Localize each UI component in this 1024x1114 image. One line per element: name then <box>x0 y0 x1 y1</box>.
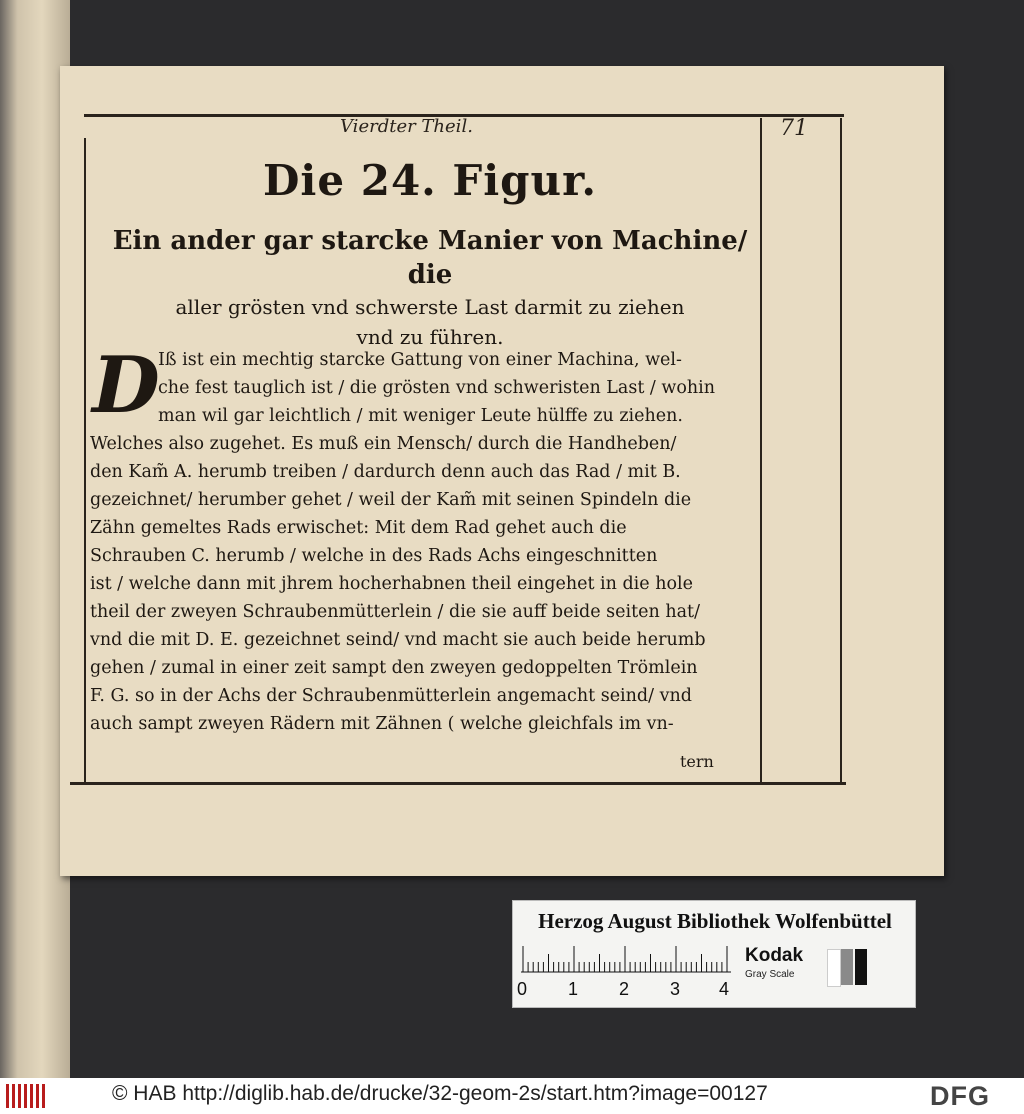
gray-patch-mid <box>841 949 853 985</box>
scale-ruler <box>521 945 731 973</box>
ruler-number: 3 <box>670 979 681 999</box>
body-line: vnd die mit D. E. gezeichnet seind/ vnd macht sie auch beide herumb <box>90 630 706 650</box>
body-text <box>90 340 760 786</box>
copyright-url: © HAB http://diglib.hab.de/drucke/32-geom-2s/start.htm?image=00127 <box>112 1082 768 1105</box>
library-logo-icon <box>6 1084 46 1108</box>
subtitle-line-2: aller grösten vnd schwerste Last darmit zu ziehen <box>175 295 685 319</box>
ruler-number: 1 <box>568 979 579 999</box>
decorated-initial: D <box>92 340 160 431</box>
body-line: auch sampt zweyen Rädern mit Zähnen ( welche gleichfals im vn- <box>90 714 674 734</box>
subtitle <box>100 224 760 352</box>
body-line: Zähn gemeltes Rads erwischet: Mit dem Rad gehet auch die <box>90 518 627 538</box>
archive-name: Herzog August Bibliothek Wolfenbüttel <box>538 909 892 933</box>
ruler-number: 2 <box>619 979 630 999</box>
body-line: Welches also zugehet. Es muß ein Mensch/ durch die Handheben/ <box>90 434 677 454</box>
body-line: Iß ist ein mechtig starcke Gattung von einer Machina, wel- <box>158 350 682 370</box>
ruler-number: 0 <box>517 979 528 999</box>
running-head: Vierdter Theil. <box>340 116 473 137</box>
body-line: den Kam̃ A. herumb treiben / dardurch denn auch das Rad / mit B. <box>90 462 681 482</box>
book-page <box>60 66 944 876</box>
body-line: man wil gar leichtlich / mit weniger Leute hülffe zu ziehen. <box>158 406 683 426</box>
catchword: tern <box>680 752 714 771</box>
frame-rule-right-outer <box>840 118 842 782</box>
body-line: Schrauben C. herumb / welche in des Rads Achs eingeschnitten <box>90 546 658 566</box>
body-line: gehen / zumal in einer zeit sampt den zweyen gedoppelten Trömlein <box>90 658 698 678</box>
body-line: F. G. so in der Achs der Schraubenmütterlein angemacht seind/ vnd <box>90 686 692 706</box>
page-number: 71 <box>780 116 808 141</box>
footer-bar <box>0 1078 1024 1114</box>
grayscale-label: Gray Scale <box>745 969 795 980</box>
page-title: Die 24. Figur. <box>263 156 597 205</box>
left-page-fragment <box>2 360 38 428</box>
body-line: gezeichnet/ herumber gehet / weil der Kam̃ mit seinen Spindeln die <box>90 490 692 510</box>
frame-rule-left <box>84 138 86 782</box>
dfg-logo: DFG <box>930 1081 990 1111</box>
body-line: che fest tauglich ist / die grösten vnd schweristen Last / wohin <box>158 378 716 398</box>
ruler-number: 4 <box>719 979 730 999</box>
archive-label-card <box>512 900 916 1008</box>
body-line: theil der zweyen Schraubenmütterlein / die sie auff beide seiten hat/ <box>90 602 700 622</box>
frame-rule-right-inner <box>760 118 762 782</box>
gray-patch-white <box>827 949 841 987</box>
ruler-numbers <box>517 979 737 1001</box>
subtitle-line-1: Ein ander gar starcke Manier von Machine/ die <box>112 226 748 290</box>
body-line: ist / welche dann mit jhrem hocherhabnen theil eingehet in die hole <box>90 574 693 594</box>
subtitle-line-3: vnd zu führen. <box>356 325 504 349</box>
gray-patch-black <box>855 949 867 985</box>
kodak-wordmark: Kodak <box>745 945 804 966</box>
